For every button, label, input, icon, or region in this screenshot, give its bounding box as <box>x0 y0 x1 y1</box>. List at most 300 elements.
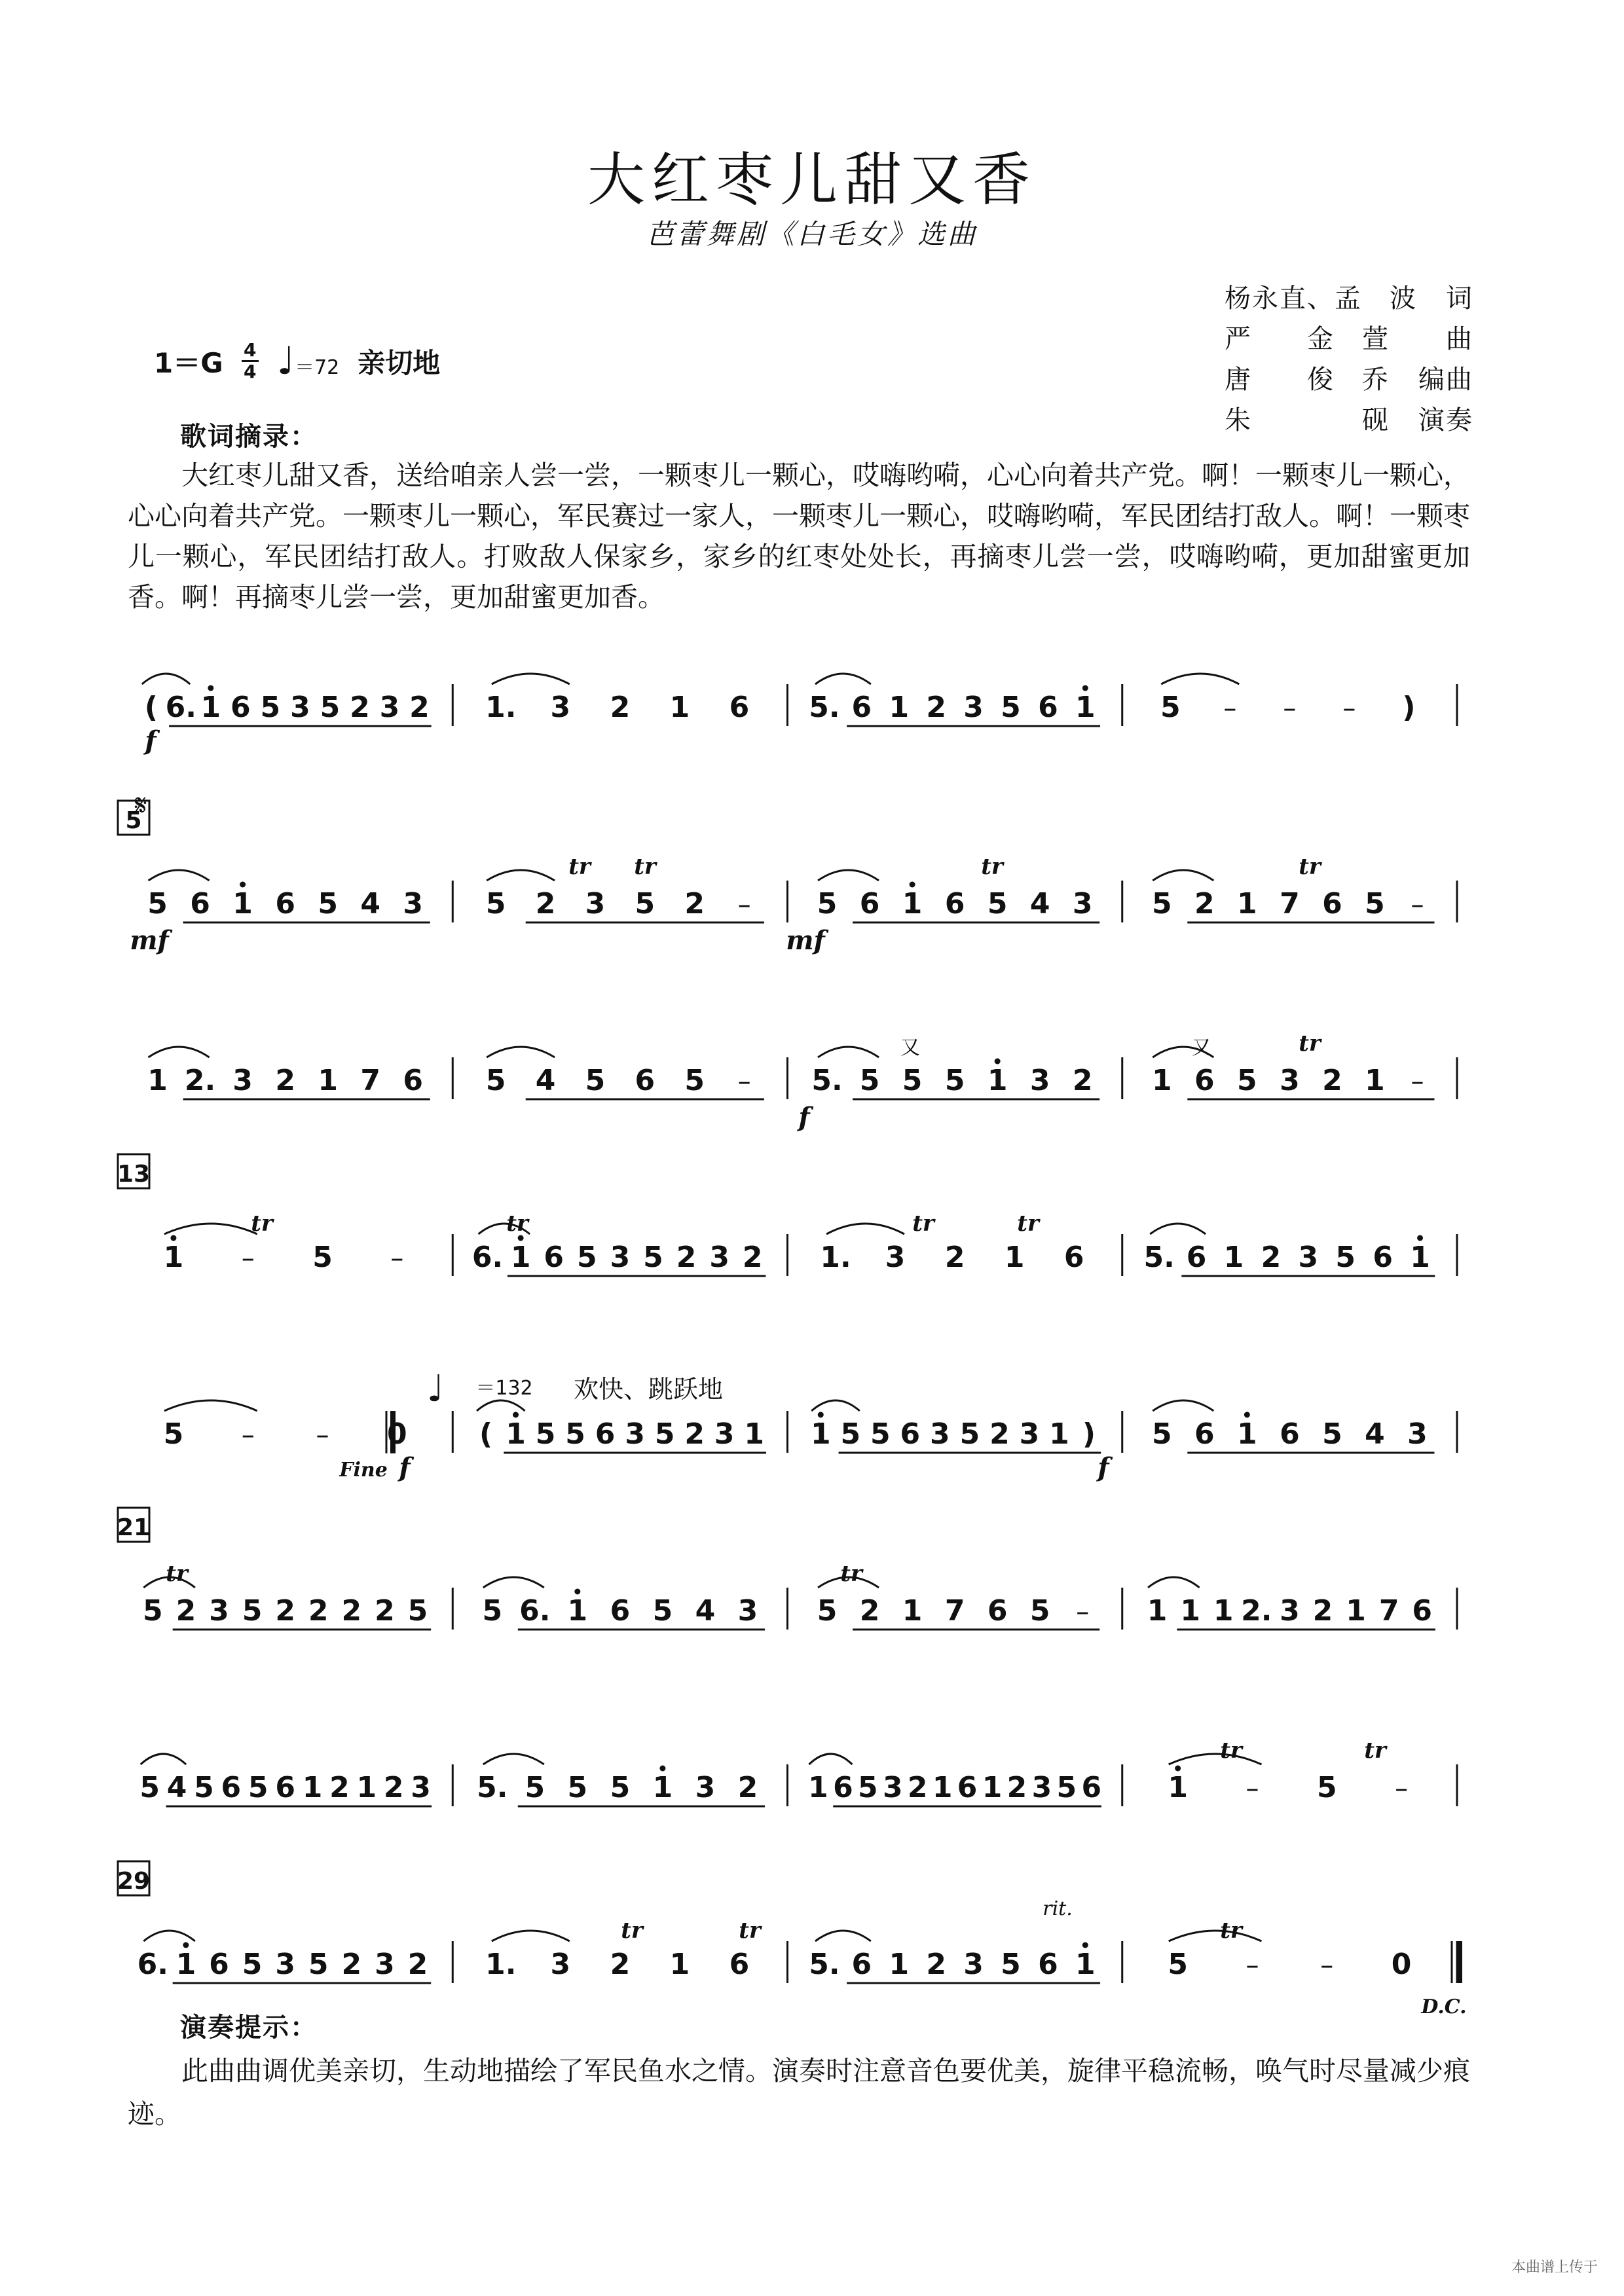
note: 5 <box>260 691 281 724</box>
note: 4 <box>1365 1417 1385 1451</box>
note: 5 <box>320 691 341 724</box>
note: 1 <box>1004 1241 1025 1274</box>
slur-arc <box>815 1931 871 1941</box>
note: 6 <box>1081 1771 1102 1804</box>
slur-arc <box>826 1224 904 1234</box>
note: 2 <box>989 1417 1010 1451</box>
dash-mark: – <box>737 1066 751 1097</box>
note: 3 <box>275 1948 295 1981</box>
note: 2. <box>1241 1594 1272 1628</box>
trill-mark: tr <box>1220 1918 1242 1944</box>
slur-arc <box>815 674 871 684</box>
mordent-mark: 又 <box>900 1036 920 1059</box>
note: 3 <box>1298 1241 1319 1274</box>
note: 1 <box>1346 1594 1366 1628</box>
note: 6 <box>635 1064 655 1097</box>
slur-arc <box>141 1754 186 1764</box>
note: 2 <box>407 1948 428 1981</box>
octave-dot-high <box>1082 1942 1088 1948</box>
slur-arc <box>811 1400 860 1411</box>
note: 5 <box>407 1594 428 1628</box>
note: 3 <box>1280 1594 1300 1628</box>
note: 2 <box>737 1771 758 1804</box>
note: 2 <box>1006 1771 1027 1804</box>
slur-arc <box>483 1754 544 1764</box>
note: 5 <box>585 1064 606 1097</box>
note: 3 <box>1031 1771 1052 1804</box>
note: 1 <box>175 1948 196 1981</box>
note: 5 <box>139 1771 160 1804</box>
note: 5 <box>242 1594 263 1628</box>
slur-arc <box>818 870 879 881</box>
octave-dot-high <box>1244 1412 1250 1418</box>
note: 5 <box>870 1417 891 1451</box>
note: 5 <box>576 1241 597 1274</box>
note: 3 <box>1072 887 1093 920</box>
note: 5 <box>859 1064 880 1097</box>
dash-mark: – <box>737 890 751 920</box>
note: 5 <box>944 1064 965 1097</box>
dc-mark: D.C. <box>1421 1995 1467 2018</box>
time-signature: 4 4 <box>242 340 259 382</box>
octave-dot-high <box>659 1766 665 1772</box>
note: 2 <box>350 691 370 724</box>
note: 6. <box>137 1948 168 1981</box>
trill-mark: tr <box>166 1561 188 1587</box>
page-title: 大红枣儿甜又香 <box>587 146 1037 213</box>
quarter-note-icon: ♩ <box>426 1368 445 1410</box>
dynamic-mark: f <box>1098 1452 1109 1483</box>
note: 1 <box>1049 1417 1069 1451</box>
paren-mark: ) <box>1082 1417 1096 1451</box>
dynamic-mark: mf <box>786 925 825 956</box>
tempo-marking: ♩＝72 <box>276 338 340 383</box>
note: 1 <box>1168 1771 1188 1804</box>
trill-mark: tr <box>634 854 656 880</box>
note: 1 <box>163 1241 184 1274</box>
note: 6. <box>519 1594 551 1628</box>
note: 2 <box>1261 1241 1282 1274</box>
note: 6 <box>1194 1064 1215 1097</box>
dynamic-mark: f <box>145 725 157 756</box>
note: 6 <box>1322 887 1342 920</box>
dash-mark: – <box>390 1243 404 1273</box>
slur-arc <box>164 1400 257 1411</box>
lyrics-heading: 歌词摘录： <box>180 422 318 452</box>
note: 5. <box>809 691 840 724</box>
rehearsal-number: 21 <box>117 1514 151 1541</box>
lyrics-text: 大红枣儿甜又香，送给咱亲人尝一尝，一颗枣儿一颗心，哎嗨哟嗬，心心向着共产党。啊！一颗枣儿一颗心，心心向着共产党。一颗枣儿一颗心，军民赛过一家人，一颗枣儿一颗心，哎嗨哟嗬，军民团结打敌人。啊！一颗枣儿一颗心，军民团结打敌人。打败敌人保家乡，家乡的红枣处处长，再摘枣儿尝一尝，哎嗨哟嗬，更加甜蜜更加香。啊！再摘枣儿尝一尝，更加甜蜜更加香。 <box>128 460 1470 613</box>
octave-dot-high <box>574 1589 580 1595</box>
slur-arc <box>164 1224 257 1234</box>
note: 5. <box>811 1064 843 1097</box>
trill-mark: tr <box>739 1918 761 1944</box>
note: 1 <box>1151 1064 1172 1097</box>
note: 3 <box>963 691 984 724</box>
note: 5 <box>308 1948 329 1981</box>
note: 2 <box>610 1948 631 1981</box>
note: 5. <box>477 1771 508 1804</box>
note: 1 <box>302 1771 323 1804</box>
note: 2 <box>375 1594 395 1628</box>
note: 1. <box>485 691 517 724</box>
note: 1 <box>510 1241 531 1274</box>
note: 5 <box>1056 1771 1077 1804</box>
rit-mark: rit. <box>1043 1897 1073 1920</box>
paren-mark: ( <box>479 1417 493 1451</box>
note: 1 <box>982 1771 1003 1804</box>
note: 6. <box>471 1241 504 1274</box>
note: 6 <box>1412 1594 1433 1628</box>
note: 6 <box>1194 1417 1215 1451</box>
paren-mark: ) <box>1402 691 1416 724</box>
note: 7 <box>1378 1594 1399 1628</box>
slur-arc <box>809 1754 852 1764</box>
note: 5 <box>567 1771 588 1804</box>
dash-mark: – <box>1411 1066 1424 1097</box>
note: 1 <box>652 1771 673 1804</box>
note: 3 <box>625 1417 645 1451</box>
note: 5 <box>1151 1417 1172 1451</box>
note: 1. <box>485 1948 517 1981</box>
note: 1 <box>902 887 923 920</box>
dash-mark: – <box>1223 693 1237 723</box>
note: 6 <box>610 1594 631 1628</box>
note: 6 <box>833 1771 853 1804</box>
trill-mark: tr <box>506 1211 528 1237</box>
note: 3 <box>885 1241 906 1274</box>
octave-dot-high <box>240 882 246 888</box>
note: 2 <box>341 1594 362 1628</box>
octave-dot-high <box>183 1942 189 1948</box>
note: 4 <box>360 887 381 920</box>
note: 6. <box>165 691 196 724</box>
note: 5 <box>163 1417 184 1451</box>
note: 2 <box>676 1241 697 1274</box>
note: 2 <box>944 1241 965 1274</box>
note: 5 <box>1316 1771 1337 1804</box>
note: 1 <box>200 691 221 724</box>
slur-arc <box>1148 1577 1200 1588</box>
dash-mark: – <box>1246 1950 1259 1980</box>
note: 1 <box>669 691 690 724</box>
note: 3 <box>963 1948 984 1981</box>
trill-mark: tr <box>1017 1211 1039 1237</box>
note: 1 <box>1237 1417 1257 1451</box>
note: 6 <box>190 887 210 920</box>
note: 3 <box>550 691 571 724</box>
note: 1 <box>1147 1594 1168 1628</box>
octave-dot-high <box>1417 1235 1423 1241</box>
note: 6 <box>957 1771 978 1804</box>
note: 1 <box>902 1594 923 1628</box>
note: 1 <box>932 1771 953 1804</box>
note: 1 <box>1223 1241 1244 1274</box>
note: 1 <box>669 1948 690 1981</box>
slur-arc <box>143 1931 195 1941</box>
note: 5 <box>1322 1417 1342 1451</box>
note: 3 <box>411 1771 431 1804</box>
note: 4 <box>166 1771 187 1804</box>
octave-dot-high <box>1082 685 1088 691</box>
note: 6 <box>729 1948 750 1981</box>
slur-arc <box>1153 1400 1213 1411</box>
note: 3 <box>882 1771 903 1804</box>
octave-dot-high <box>818 1412 824 1418</box>
octave-dot-high <box>170 1235 176 1241</box>
credit-arranger: 唐 俊 乔 编曲 <box>1225 365 1473 395</box>
note: 1 <box>232 887 253 920</box>
note: 5 <box>1151 887 1172 920</box>
page-subtitle: 芭蕾舞剧《白毛女》选曲 <box>646 218 978 250</box>
note: 0 <box>387 1417 407 1451</box>
note: 5 <box>684 1064 705 1097</box>
key-text: 1＝G <box>154 346 223 379</box>
dash-mark: – <box>241 1243 255 1273</box>
rehearsal-number: 5 <box>125 807 142 834</box>
trill-mark: tr <box>840 1561 862 1587</box>
dash-mark: – <box>1246 1774 1259 1804</box>
note: 5 <box>142 1594 163 1628</box>
tempo-change-expression: 欢快、跳跃地 <box>573 1375 724 1404</box>
note: 6 <box>1280 1417 1300 1451</box>
dash-mark: – <box>316 1420 329 1450</box>
dash-mark: – <box>1320 1950 1334 1980</box>
note: 3 <box>379 691 400 724</box>
note: 1 <box>506 1417 526 1451</box>
note: 5 <box>312 1241 333 1274</box>
note: 2 <box>1312 1594 1333 1628</box>
note: 5 <box>147 887 168 920</box>
note: 3 <box>550 1948 571 1981</box>
note: 1 <box>1365 1064 1385 1097</box>
note: 4 <box>535 1064 556 1097</box>
slur-arc <box>1153 870 1213 881</box>
slur-arc <box>818 1047 879 1057</box>
note: 6 <box>1038 1948 1058 1981</box>
note: 6 <box>1063 1241 1084 1274</box>
note: 2 <box>926 691 946 724</box>
note: 5 <box>485 887 506 920</box>
note: 5 <box>1365 887 1385 920</box>
note: 6 <box>595 1417 616 1451</box>
quarter-note-icon: ♩ <box>276 338 295 383</box>
rehearsal-number: 13 <box>117 1161 151 1188</box>
note: 3 <box>375 1948 395 1981</box>
note: 1 <box>1410 1241 1430 1274</box>
note: 1 <box>808 1771 828 1804</box>
octave-dot-high <box>910 882 915 888</box>
note: 5 <box>525 1771 545 1804</box>
note: 2 <box>329 1771 350 1804</box>
mordent-mark: 又 <box>1192 1036 1211 1059</box>
note: 2 <box>907 1771 928 1804</box>
tempo-change-value: ＝132 <box>475 1377 533 1400</box>
note: 2 <box>610 691 631 724</box>
note: 6 <box>851 1948 872 1981</box>
note: 5 <box>318 887 338 920</box>
note: 5 <box>242 1948 263 1981</box>
note: 2 <box>1322 1064 1342 1097</box>
slur-arc <box>1169 1754 1262 1764</box>
note: 3 <box>585 887 606 920</box>
slur-arc <box>149 1047 210 1057</box>
note: 1 <box>1237 887 1257 920</box>
trill-mark: tr <box>1299 854 1321 880</box>
note: 5 <box>959 1417 980 1451</box>
dash-mark: – <box>1411 890 1424 920</box>
note: 3 <box>1029 1064 1050 1097</box>
note: 5 <box>194 1771 214 1804</box>
note: 2 <box>926 1948 946 1981</box>
note: 3 <box>610 1241 631 1274</box>
note: 1 <box>567 1594 588 1628</box>
note: 1 <box>1075 691 1096 724</box>
note: 2 <box>535 887 556 920</box>
note: 3 <box>1280 1064 1300 1097</box>
octave-dot-high <box>995 1059 1001 1065</box>
note: 5 <box>643 1241 663 1274</box>
note: 1. <box>820 1241 851 1274</box>
note: 3 <box>403 887 424 920</box>
slur-arc <box>477 1400 525 1411</box>
note: 1 <box>889 1948 910 1981</box>
note: 3 <box>290 691 310 724</box>
note: 7 <box>944 1594 965 1628</box>
trill-mark: tr <box>1220 1738 1242 1764</box>
note: 3 <box>930 1417 950 1451</box>
note: 5 <box>610 1771 631 1804</box>
rehearsal-number: 29 <box>117 1868 151 1895</box>
note: 1 <box>889 691 910 724</box>
note: 6 <box>1038 691 1058 724</box>
note: 6 <box>859 887 880 920</box>
note: 6 <box>1373 1241 1393 1274</box>
note: 2 <box>409 691 430 724</box>
note: 1 <box>744 1417 765 1451</box>
performance-hint-text: 此曲曲调优美亲切，生动地描绘了军民鱼水之情。演奏时注意音色要优美，旋律平稳流畅，唤气时尽量减少痕迹。 <box>128 2055 1470 2130</box>
note: 2 <box>684 1417 705 1451</box>
note: 2 <box>383 1771 404 1804</box>
note: 7 <box>360 1064 381 1097</box>
note: 6 <box>851 691 872 724</box>
note: 1 <box>318 1064 338 1097</box>
dynamic-mark: f <box>798 1102 810 1133</box>
note: 6 <box>729 691 750 724</box>
note: 5. <box>1143 1241 1175 1274</box>
note: 6 <box>403 1064 424 1097</box>
dash-mark: – <box>241 1420 255 1450</box>
note: 6 <box>1186 1241 1207 1274</box>
credit-performer: 朱 砚 演奏 <box>1225 405 1473 435</box>
note: 5 <box>1160 691 1181 724</box>
trill-mark: tr <box>621 1918 643 1944</box>
note: 3 <box>209 1594 229 1628</box>
note: 5 <box>1001 1948 1021 1981</box>
note: 2 <box>275 1594 295 1628</box>
fine-mark: Fine <box>339 1459 388 1482</box>
slur-arc <box>492 1931 570 1941</box>
credit-lyrics: 杨永直、孟 波 词 <box>1225 283 1473 314</box>
note: 2 <box>341 1948 362 1981</box>
note: 5 <box>535 1417 556 1451</box>
note: 2 <box>1194 887 1215 920</box>
note: 1 <box>1075 1948 1096 1981</box>
note: 5. <box>809 1948 840 1981</box>
note: 3 <box>695 1771 716 1804</box>
expression-marking: 亲切地 <box>358 346 441 379</box>
note: 5 <box>1029 1594 1050 1628</box>
dynamic-mark: f <box>399 1452 411 1483</box>
note: 2 <box>308 1594 329 1628</box>
note: 5 <box>1168 1948 1188 1981</box>
note: 4 <box>695 1594 716 1628</box>
note: 2 <box>859 1594 880 1628</box>
note: 2 <box>175 1594 196 1628</box>
slur-arc <box>483 1577 544 1588</box>
note: 5 <box>1237 1064 1257 1097</box>
trill-mark: tr <box>981 854 1003 880</box>
note: 1 <box>987 1064 1008 1097</box>
note: 1 <box>147 1064 168 1097</box>
trill-mark: tr <box>1364 1738 1386 1764</box>
slur-arc <box>1169 1931 1262 1941</box>
note: 0 <box>1391 1948 1412 1981</box>
credit-composer: 严 金 萱 曲 <box>1225 324 1473 354</box>
dash-mark: – <box>1076 1597 1090 1627</box>
note: 5 <box>248 1771 268 1804</box>
note: 1 <box>356 1771 377 1804</box>
note: 5 <box>840 1417 861 1451</box>
octave-dot-high <box>1175 1766 1181 1772</box>
note: 6 <box>944 887 965 920</box>
trill-mark: tr <box>912 1211 934 1237</box>
dynamic-mark: mf <box>130 925 169 956</box>
note: 5 <box>817 887 838 920</box>
note: 1 <box>810 1417 831 1451</box>
note: 2. <box>184 1064 216 1097</box>
trill-mark: tr <box>568 854 591 880</box>
note: 7 <box>1280 887 1300 920</box>
note: 5 <box>858 1771 878 1804</box>
note: 6 <box>544 1241 564 1274</box>
note: 6 <box>221 1771 242 1804</box>
note: 6 <box>900 1417 921 1451</box>
note: 3 <box>1407 1417 1428 1451</box>
performance-hint-heading: 演奏提示： <box>180 2013 318 2043</box>
note: 6 <box>987 1594 1008 1628</box>
trill-mark: tr <box>1299 1030 1321 1057</box>
trill-mark: tr <box>251 1211 273 1237</box>
dash-mark: – <box>1342 693 1356 723</box>
footer-watermark: 本曲谱上传于 <box>1511 2259 1598 2276</box>
slur-arc <box>142 674 191 684</box>
note: 3 <box>232 1064 253 1097</box>
note: 5 <box>635 887 655 920</box>
slur-arc <box>487 870 555 881</box>
note: 5 <box>902 1064 923 1097</box>
slur-arc <box>1161 674 1239 684</box>
segno-sign: 𝄋 <box>134 789 147 822</box>
note: 6 <box>275 1771 295 1804</box>
note: 2 <box>742 1241 763 1274</box>
note: 5 <box>482 1594 503 1628</box>
dash-mark: – <box>1395 1774 1409 1804</box>
slur-arc <box>487 1047 555 1057</box>
paren-mark: ( <box>144 691 158 724</box>
note: 2 <box>1072 1064 1093 1097</box>
slur-arc <box>1150 1224 1206 1234</box>
